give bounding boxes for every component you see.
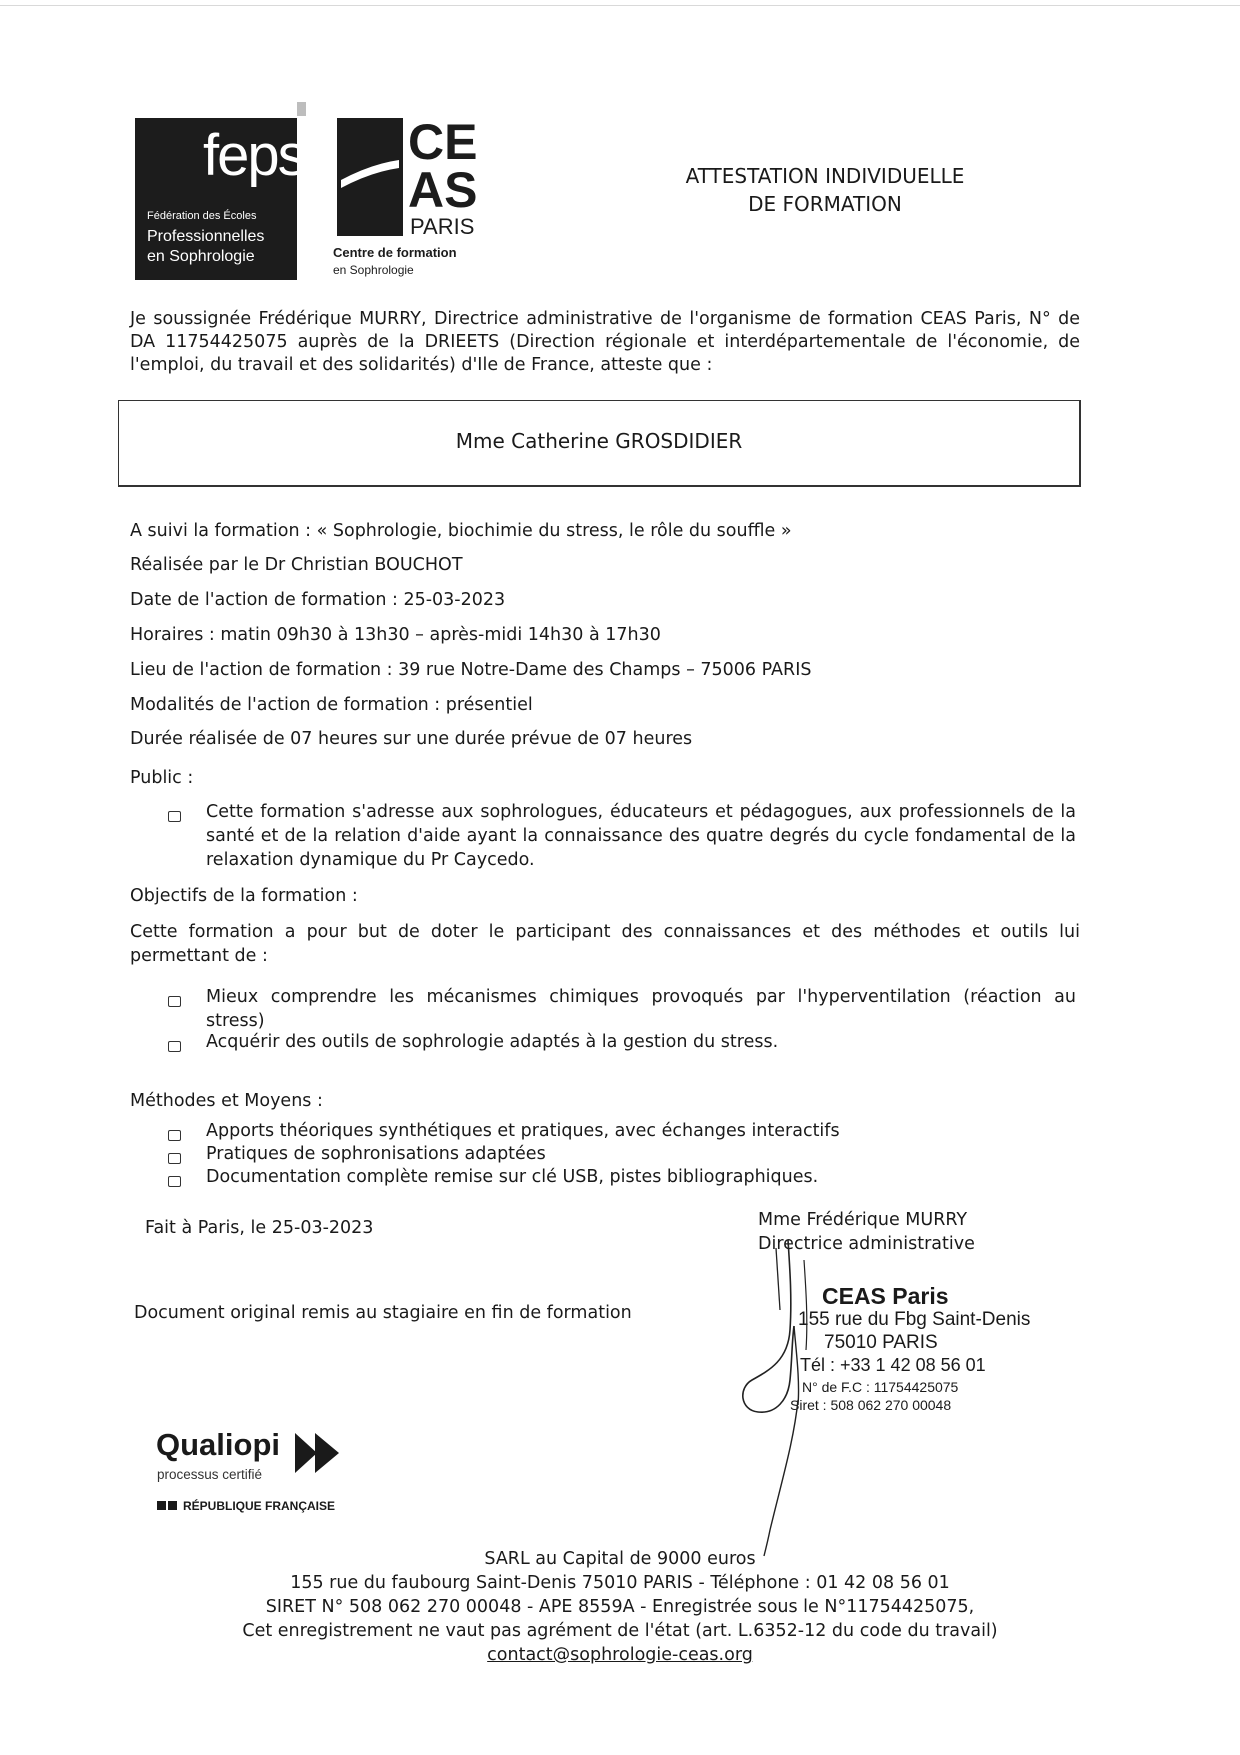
made-at-date: Fait à Paris, le 25-03-2023 <box>145 1218 374 1238</box>
footer-disclaimer: Cet enregistrement ne vaut pas agrément de l'état (art. L.6352-12 du code du travail) <box>242 1621 998 1641</box>
document-title <box>630 162 1020 218</box>
republic-label: RÉPUBLIQUE FRANÇAISE <box>183 1499 336 1513</box>
qualiopi-subtitle: processus certifié <box>157 1467 263 1482</box>
date-line: Date de l'action de formation : 25-03-2023 <box>130 590 506 610</box>
scan-top-edge <box>0 5 1240 6</box>
method-item: Documentation complète remise sur clé USB, pistes bibliographiques. <box>206 1167 819 1187</box>
stamp-address: 155 rue du Fbg Saint-Denis <box>798 1309 1031 1330</box>
republic-flag-icon <box>157 1500 179 1512</box>
formation-line: A suivi la formation : « Sophrologie, biochimie du stress, le rôle du souffle » <box>130 521 792 541</box>
ceas-logo-line2: AS <box>408 162 478 218</box>
objectives-intro: Cette formation a pour but de doter le participant des connaissances et des méthodes et outils lui permettant de : <box>130 922 1080 966</box>
footer-siret: SIRET N° 508 062 270 00048 - APE 8559A - Enregistrée sous le N°11754425075, <box>265 1597 975 1617</box>
ceas-logo-swoosh-icon <box>337 118 403 236</box>
ceas-logo-city: PARIS <box>410 214 475 239</box>
checkbox-bullet-icon <box>168 996 181 1007</box>
checkbox-bullet-icon <box>168 1153 181 1164</box>
trainer-line: Réalisée par le Dr Christian BOUCHOT <box>130 555 463 575</box>
signatory-role: Directrice administrative <box>758 1234 975 1254</box>
signatory-name: Mme Frédérique MURRY <box>758 1210 968 1230</box>
feps-logo-line3: en Sophrologie <box>147 248 255 265</box>
ceas-logo-line1: CE <box>408 114 478 170</box>
footer-email-link[interactable]: contact@sophrologie-ceas.org <box>487 1645 753 1665</box>
feps-logo-line1: Fédération des Écoles <box>147 210 257 222</box>
method-item: Pratiques de sophronisations adaptées <box>206 1144 546 1164</box>
title-line1: ATTESTATION INDIVIDUELLE <box>685 164 965 188</box>
intro-paragraph: Je soussignée Frédérique MURRY, Directrice administrative de l'organisme de formation CEAS Paris, N° de DA 11754425075 auprès de la DRIEETS (Direction régionale et interdépartementale de l'économie, de l'emploi, du travail et des solidarités) d'Ile de France, atteste que : <box>130 309 1080 375</box>
ceas-logo-sub2: en Sophrologie <box>333 263 414 277</box>
stamp-siret: Siret : 508 062 270 00048 <box>790 1397 952 1413</box>
signature-icon <box>730 1230 850 1560</box>
qualiopi-logo: Qualiopi <box>156 1427 280 1462</box>
method-item: Apports théoriques synthétiques et pratiques, avec échanges interactifs <box>206 1121 840 1141</box>
title-line2: DE FORMATION <box>748 192 902 216</box>
trainee-box <box>118 400 1081 487</box>
duration-line: Durée réalisée de 07 heures sur une durée prévue de 07 heures <box>130 729 693 749</box>
original-document-note: Document original remis au stagiaire en fin de formation <box>134 1303 632 1323</box>
objective-item: Mieux comprendre les mécanismes chimiques provoqués par l'hyperventilation (réaction au stress) <box>206 987 1076 1031</box>
public-item: Cette formation s'adresse aux sophrologues, éducateurs et pédagogues, aux professionnels de la santé et de la relation d'aide ayant la connaissance des quatre degrés du cycle fondamental de la relaxation dynamique du Pr Caycedo. <box>206 802 1076 870</box>
footer-address: 155 rue du faubourg Saint-Denis 75010 PARIS - Téléphone : 01 42 08 56 01 <box>290 1573 950 1593</box>
checkbox-bullet-icon <box>168 1041 181 1052</box>
feps-logo-line2: Professionnelles <box>147 228 265 245</box>
feps-logo-accent <box>297 102 306 116</box>
stamp-name: CEAS Paris <box>822 1283 949 1309</box>
footer <box>160 1547 1080 1667</box>
hours-line: Horaires : matin 09h30 à 13h30 – après-midi 14h30 à 17h30 <box>130 625 661 645</box>
ceas-logo-block <box>337 118 403 236</box>
footer-capital: SARL au Capital de 9000 euros <box>484 1549 756 1569</box>
checkbox-bullet-icon <box>168 1130 181 1141</box>
stamp-phone: Tél : +33 1 42 08 56 01 <box>800 1355 986 1375</box>
objective-item: Acquérir des outils de sophrologie adaptés à la gestion du stress. <box>206 1032 779 1052</box>
checkbox-bullet-icon <box>168 1176 181 1187</box>
modality-line: Modalités de l'action de formation : présentiel <box>130 695 533 715</box>
feps-logo-word: feps <box>203 123 305 188</box>
methods-label: Méthodes et Moyens : <box>130 1091 323 1111</box>
feps-logo <box>135 118 305 280</box>
trainee-name: Mme Catherine GROSDIDIER <box>455 429 743 453</box>
public-label: Public : <box>130 768 194 788</box>
stamp-fc-number: N° de F.C : 11754425075 <box>802 1379 959 1395</box>
ceas-logo-sub1: Centre de formation <box>333 245 457 260</box>
objectives-label: Objectifs de la formation : <box>130 886 358 906</box>
location-line: Lieu de l'action de formation : 39 rue Notre-Dame des Champs – 75006 PARIS <box>130 660 812 680</box>
qualiopi-arrows-icon <box>293 1429 345 1477</box>
stamp-city: 75010 PARIS <box>824 1332 938 1353</box>
checkbox-bullet-icon <box>168 811 181 822</box>
